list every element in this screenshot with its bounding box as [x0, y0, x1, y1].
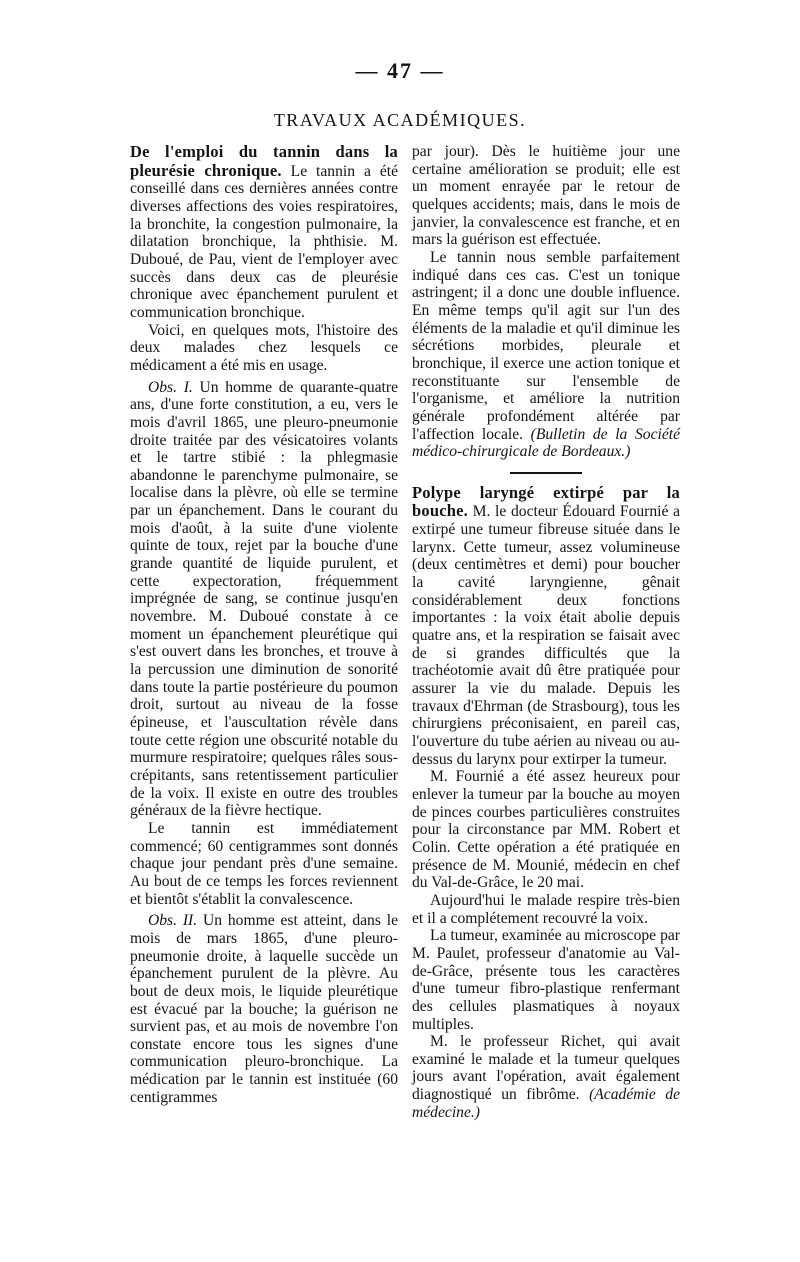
page-number: — 47 —: [355, 58, 445, 83]
polype-article-intro: [412, 484, 680, 769]
polype-intro-text: M. le docteur Édouard Fournié a extirpé une tumeur fibreuse située dans le larynx. Cette tumeur, assez volumineuse (deux centimètres et demi) pour boucher la cavité laryngienne, gênait considérablement deux fonctions importantes : la voix était abolie depuis quatre ans, et la respiration se faisait avec de si grandes difficultés que la trachéotomie avait dû être pratiquée pour assurer la vie du malade. Depuis les travaux d'Ehrman (de Strasbourg), tous les chirurgiens préconisaient, en pareil cas, l'ouverture du tube aérien au niveau ou au-dessus du larynx pour extirper la tumeur.: [412, 503, 680, 768]
tannin-article-heading: De l'emploi du tannin dans la pleurésie chronique.: [130, 142, 398, 180]
observation-2-text: Un homme est atteint, dans le mois de mars 1865, d'une pleuro-pneumonie droite, à laquelle succède un épanchement purulent de la plèvre. Au bout de deux mois, le liquide pleurétique est évacué par la bouche; la guérison ne survient pas, et au mois de novembre l'on constate encore tous les signes d'une communication pleuro-bronchique. La médication par le tannin est instituée (60 centigrammes: [130, 912, 398, 1106]
tannin-citation: (Bulletin de la Société médico-chirurgicale de Bordeaux.): [412, 425, 680, 461]
observation-1-text: Un homme de quarante-quatre ans, d'une forte constitution, a eu, vers le mois d'avril 1865, une pleuro-pneumonie droite traitée par des vésicatoires volants et le tartre stibié : la phlegmasie abandonne le parenchyme pulmonaire, se localise dans la plèvre, où elle se termine par un épanchement. Dans le courant du mois d'août, à la suite d'une violente quinte de toux, rejet par la bouche d'une grande quantité de liquide purulent, et cette expectoration, fréquemment imprégnée de sang, se continue jusqu'en novembre. M. Duboué constate à ce moment un épanchement pleurétique qui s'est ouvert dans les bronches, et trouve à la percussion une diminution de sonorité dans toute la partie postérieure du poumon droit, surtout au niveau de la fosse épineuse, et l'auscultation révèle dans toute cette région une obscurité notable du murmure respiratoire; quelques râles sous-crépitants, sans retentissement particulier de la voix. Il existe en outre des troubles généraux de la fièvre hectique.: [130, 378, 398, 820]
tannin-paragraph-4: Le tannin est immédiatement commencé; 60 centigrammes sont donnés chaque jour pendant près d'une semaine. Au bout de ce temps les forces reviennent et bientôt s'établit la convalescence.: [130, 819, 398, 908]
polype-citation: (Académie de médecine.): [412, 1086, 680, 1121]
observation-2-label: Obs. II.: [148, 912, 198, 930]
polype-paragraph-5-text: M. le professeur Richet, qui avait examiné le malade et la tumeur quelques jours avant l'opération, avait également diagnostiqué un fibrôme.: [412, 1033, 680, 1104]
tannin-continuation: par jour). Dès le huitième jour une certaine amélioration se produit; elle est un moment enrayée par le retour de quelques accidents; mais, dans le mois de janvier, la convalescence est franche, et en mars la guérison est effectuée.: [412, 143, 680, 249]
polype-paragraph-5: [412, 1033, 680, 1121]
polype-paragraph-3: Aujourd'hui le malade respire très-bien et il a complétement recouvré la voix.: [412, 891, 680, 927]
observation-1-label: Obs. I.: [148, 378, 193, 396]
polype-paragraph-4: La tumeur, examinée au microscope par M. Paulet, professeur d'anatomie au Val-de-Grâce, présente tous les caractères d'une tumeur fibro-plastique renfermant des cellules plasmatiques à noyaux multiples.: [412, 927, 680, 1033]
observation-1: [130, 379, 398, 820]
polype-paragraph-2: M. Fournié a été assez heureux pour enlever la tumeur par la bouche au moyen de pinces courbes particulières construites pour la circonstance par MM. Robert et Colin. Cette opération a été pratiquée en présence de M. Mounié, médecin en chef du Val-de-Grâce, le 20 mai.: [412, 768, 680, 892]
tannin-paragraph-2: Voici, en quelques mots, l'histoire des deux malades chez lesquels ce médicament a été mis en usage.: [130, 321, 398, 374]
tannin-intro-text: Le tannin a été conseillé dans ces dernières années contre diverses affections des voies respiratoires, la bronchite, la congestion pulmonaire, la dilatation bronchique, la phthisie. M. Duboué, de Pau, vient de l'employer avec succès dans deux cas de pleurésie chronique avec épanchement purulent et communication bronchique.: [130, 162, 398, 321]
polype-article-heading: Polype laryngé extirpé par la bouche.: [412, 482, 680, 521]
left-column: [130, 143, 398, 1106]
observation-2: [130, 912, 398, 1106]
section-divider: [510, 472, 582, 474]
running-head: TRAVAUX ACADÉMIQUES.: [273, 110, 527, 130]
tannin-conclusion-text: Le tannin nous semble parfaitement indiqué dans ces cas. C'est un tonique astringent; il a donc une double influence. En même temps qu'il agit sur l'un des éléments de la maladie et qu'il diminue les sécrétions morbides, pleurale et bronchique, il exerce une action tonique et reconstituante sur l'ensemble de l'organisme, et améliore la nutrition générale profondément altérée par l'affection locale.: [412, 248, 680, 443]
tannin-conclusion: [412, 249, 680, 461]
right-column: [412, 143, 680, 1121]
tannin-article-intro: [130, 143, 398, 322]
